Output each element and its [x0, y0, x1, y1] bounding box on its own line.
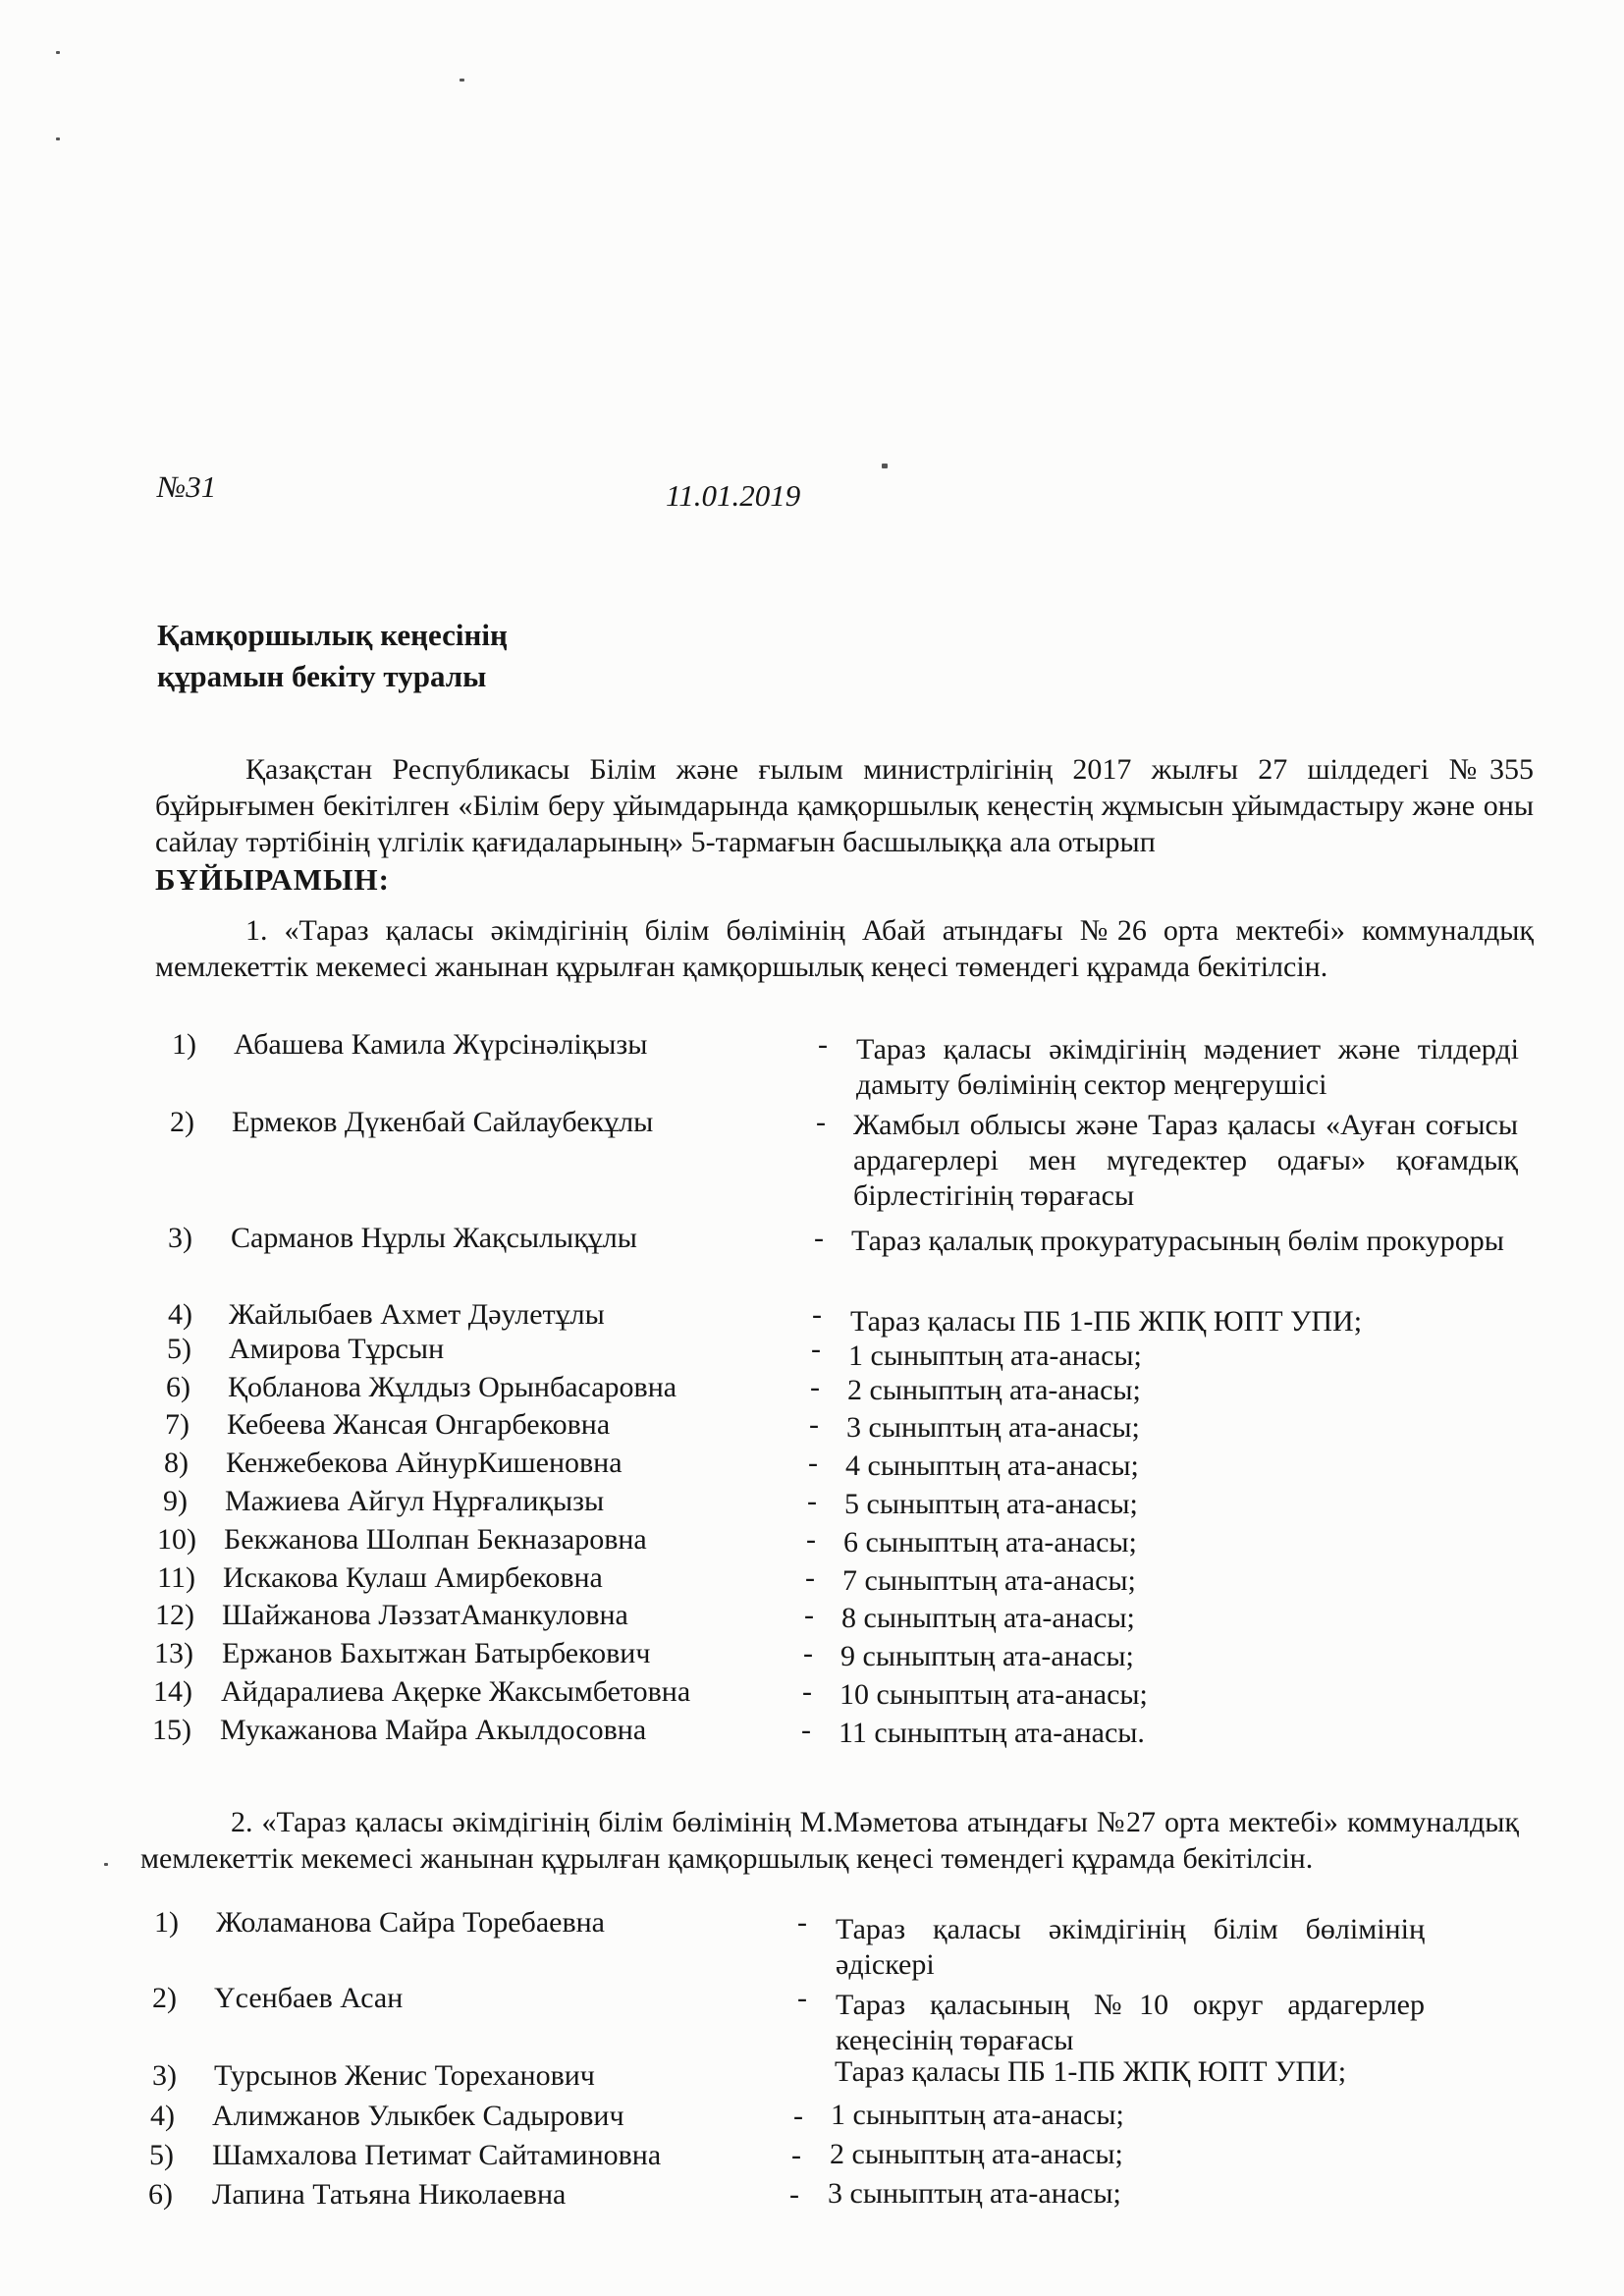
member-dash: -	[814, 1222, 824, 1254]
member-name: Ержанов Бахытжан Батырбекович	[222, 1637, 651, 1669]
member-number: 4)	[168, 1298, 192, 1331]
member-number: 9)	[163, 1485, 188, 1517]
scan-speck	[104, 1863, 108, 1866]
member-name: Шайжанова ЛәззатАманкуловна	[222, 1599, 628, 1631]
member-role: 2 сыныптың ата-анасы;	[847, 1374, 1141, 1406]
member-role: Жамбыл облысы және Тараз қаласы «Ауған соғысы ардагерлері мен мүгедектер одағы» қоғамдық бірлестігінің төрағасы	[853, 1109, 1518, 1212]
order-heading: БҰЙЫРАМЫН:	[155, 862, 390, 897]
member-dash: -	[807, 1485, 817, 1517]
member-role: 5 сыныптың ата-анасы;	[844, 1488, 1138, 1520]
member-dash: -	[801, 1714, 811, 1746]
member-dash: -	[806, 1523, 816, 1556]
member-role: 9 сыныптың ата-анасы;	[840, 1640, 1134, 1672]
member-dash: -	[811, 1333, 821, 1365]
member-role: 1 сыныптың ата-анасы;	[831, 2099, 1124, 2131]
document-date: 11.01.2019	[666, 478, 801, 513]
member-name: Амирова Тұрсын	[229, 1333, 445, 1365]
member-number: 2)	[152, 1982, 177, 2014]
member-dash: -	[793, 2100, 803, 2132]
section-1-paragraph: 1. «Тараз қаласы әкімдігінің білім бөлімінің Абай атындағы №26 орта мектебі» коммуналдық мемлекеттік мекемесі жанынан құрылған қамқоршылық кеңесі төмендегі құрамда бекітілсін.	[155, 914, 1534, 983]
member-dash: -	[791, 2139, 801, 2171]
member-name: Мукажанова Майра Акылдосовна	[220, 1714, 647, 1746]
member-number: 4)	[150, 2100, 175, 2132]
member-name: Жайлыбаев Ахмет Дәулетұлы	[229, 1298, 605, 1331]
member-role: 6 сыныптың ата-анасы;	[843, 1526, 1137, 1558]
member-name: Искакова Кулаш Амирбековна	[223, 1561, 603, 1594]
scan-speck	[882, 464, 888, 468]
document-number: №31	[157, 469, 217, 504]
member-name: Шамхалова Петимат Сайтаминовна	[212, 2139, 662, 2171]
member-number: 10)	[157, 1523, 196, 1556]
member-role: 8 сыныптың ата-анасы;	[841, 1602, 1135, 1634]
member-number: 5)	[167, 1333, 191, 1365]
member-role: 2 сыныптың ата-анасы;	[830, 2138, 1123, 2170]
member-name: Мажиева Айгул Нұрғалиқызы	[225, 1485, 605, 1517]
section-2-paragraph: 2. «Тараз қаласы әкімдігінің білім бөлімінің М.Мәметова атындағы №27 орта мектебі» коммуналдық мемлекеттік мекемесі жанынан құрылған қамқоршылық кеңесі төмендегі құрамда бекітілсін.	[140, 1806, 1519, 1875]
member-name: Бекжанова Шолпан Бекназаровна	[224, 1523, 647, 1556]
member-name: Қобланова Жұлдыз Орынбасаровна	[228, 1371, 677, 1403]
member-name: Жоламанова Сайра Торебаевна	[216, 1906, 605, 1939]
member-dash: -	[797, 1982, 807, 2014]
member-dash: -	[805, 1561, 815, 1594]
member-dash: -	[812, 1298, 822, 1331]
scan-speck	[56, 51, 60, 54]
member-role: 3 сыныптың ата-анасы;	[828, 2177, 1121, 2210]
member-dash: -	[809, 1408, 819, 1441]
member-name: Кенжебекова АйнурКишеновна	[226, 1447, 623, 1479]
member-dash: -	[789, 2178, 799, 2211]
member-role: Тараз қалалық прокуратурасының бөлім прокуроры	[851, 1225, 1504, 1257]
member-dash: -	[804, 1599, 814, 1631]
member-name: Абашева Камила Жүрсінәліқызы	[234, 1028, 648, 1061]
member-number: 15)	[152, 1714, 191, 1746]
member-number: 5)	[149, 2139, 174, 2171]
member-dash: -	[818, 1028, 828, 1061]
member-number: 7)	[165, 1408, 189, 1441]
member-number: 8)	[164, 1447, 189, 1479]
member-number: 6)	[166, 1371, 190, 1403]
member-role: 3 сыныптың ата-анасы;	[846, 1411, 1140, 1444]
intro-paragraph: Қазақстан Республикасы Білім және ғылым министрлігінің 2017 жылғы 27 шілдедегі №355 бұйрығымен бекітілген «Білім беру ұйымдарында қамқоршылық кеңестің жұмысын ұйымдастыру және оны сайлау тәртібінің үлгілік қағидаларының» 5-тармағын басшылыққа ала отырып	[155, 753, 1534, 858]
scan-speck	[460, 79, 464, 82]
member-name: Үсенбаев Асан	[214, 1982, 404, 2014]
member-number: 3)	[152, 2059, 177, 2092]
member-number: 6)	[148, 2178, 173, 2211]
member-dash: -	[797, 1906, 807, 1939]
title-line: Қамқоршылық кеңесінің	[157, 618, 508, 652]
member-name: Сарманов Нұрлы Жақсылықұлы	[231, 1222, 637, 1254]
member-number: 13)	[154, 1637, 193, 1669]
scan-speck	[56, 137, 60, 140]
member-name: Ермеков Дүкенбай Сайлаубекұлы	[232, 1106, 654, 1138]
member-number: 2)	[170, 1106, 194, 1138]
member-number: 1)	[172, 1028, 196, 1061]
member-role: 10 сыныптың ата-анасы;	[839, 1678, 1148, 1711]
member-name: Турсынов Женис Тореханович	[214, 2059, 595, 2092]
member-role: 7 сыныптың ата-анасы;	[842, 1564, 1136, 1597]
document-title	[157, 615, 508, 697]
member-number: 11)	[157, 1561, 195, 1594]
member-role: Тараз қаласының №10 округ ардагерлер кеңесінің төрағасы	[836, 1989, 1425, 2056]
member-dash: -	[810, 1371, 820, 1403]
member-role: Тараз қаласы әкімдігінің мәдениет және тілдерді дамыту бөлімінің сектор меңгерушісі	[856, 1033, 1519, 1101]
member-number: 12)	[155, 1599, 194, 1631]
member-role: Тараз қаласы ПБ 1-ПБ ЖПҚ ЮПТ УПИ;	[835, 2055, 1347, 2088]
member-name: Алимжанов Улыкбек Садырович	[212, 2100, 624, 2132]
member-dash: -	[803, 1637, 813, 1669]
member-role: 1 сыныптың ата-анасы;	[848, 1339, 1142, 1372]
title-line: құрамын бекіту туралы	[157, 659, 487, 693]
member-role: Тараз қаласы әкімдігінің білім бөлімінің әдіскері	[836, 1913, 1425, 1981]
member-dash: -	[808, 1447, 818, 1479]
member-dash: -	[802, 1675, 812, 1708]
member-number: 14)	[153, 1675, 192, 1708]
member-role: 4 сыныптың ата-анасы;	[845, 1449, 1139, 1482]
member-number: 3)	[168, 1222, 192, 1254]
member-name: Кебеева Жансая Онгарбековна	[227, 1408, 611, 1441]
member-role: Тараз қаласы ПБ 1-ПБ ЖПҚ ЮПТ УПИ;	[850, 1305, 1363, 1338]
member-role: 11 сыныптың ата-анасы.	[839, 1717, 1145, 1749]
member-dash: -	[816, 1106, 826, 1138]
member-name: Айдаралиева Ақерке Жаксымбетовна	[221, 1675, 691, 1708]
member-number: 1)	[154, 1906, 179, 1939]
member-name: Лапина Татьяна Николаевна	[212, 2178, 567, 2211]
